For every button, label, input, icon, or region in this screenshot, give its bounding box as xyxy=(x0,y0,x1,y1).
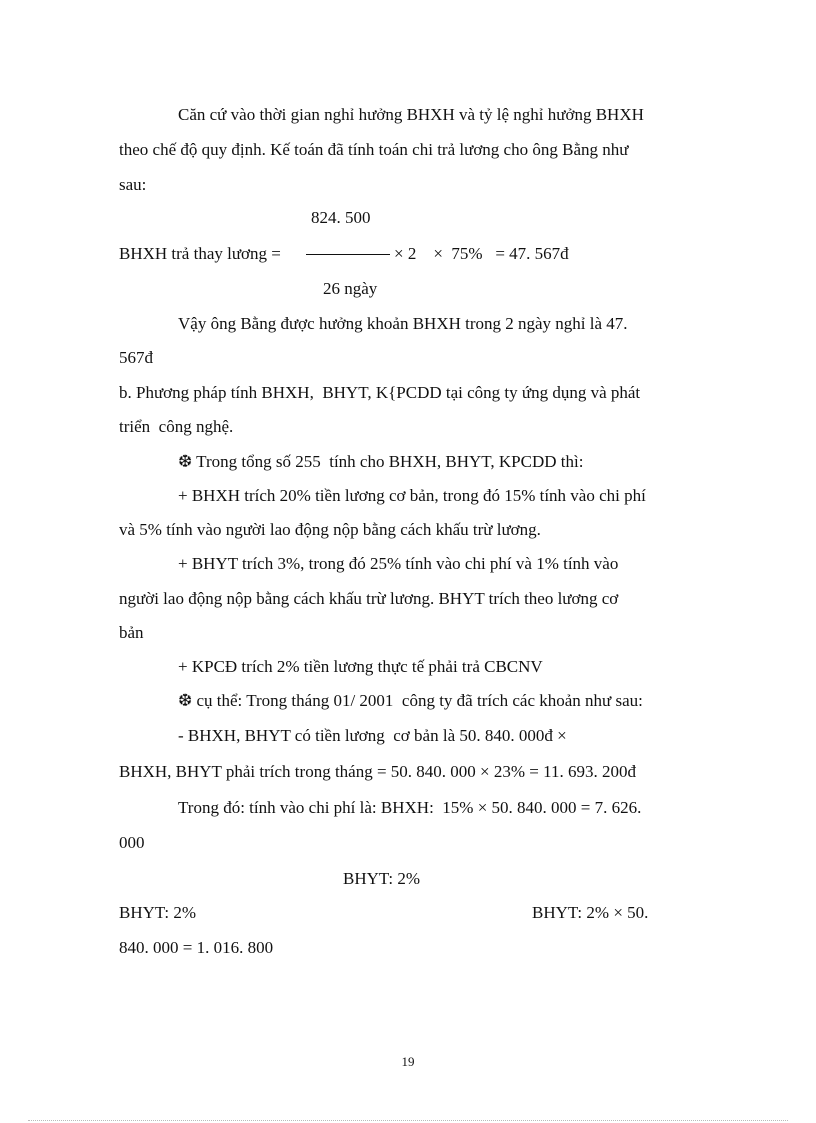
paragraph-line: - BHXH, BHYT có tiền lương cơ bản là 50. 840. 000đ × xyxy=(178,726,567,745)
paragraph-line: BHXH, BHYT phải trích trong tháng = 50. 840. 000 × 23% = 11. 693. 200đ xyxy=(119,762,637,781)
paragraph-line: Trong đó: tính vào chi phí là: BHXH: 15% × 50. 840. 000 = 7. 626. xyxy=(178,798,642,817)
paragraph-line: ❆ cụ thể: Trong tháng 01/ 2001 công ty đã trích các khoản như sau: xyxy=(178,691,643,710)
paragraph-line: ❆ Trong tổng số 255 tính cho BHXH, BHYT, KPCDD thì: xyxy=(178,452,584,471)
section-heading: b. Phương pháp tính BHXH, BHYT, K{PCDD tại công ty ứng dụng và phát xyxy=(119,383,641,402)
paragraph-line: người lao động nộp bằng cách khấu trừ lương. BHYT trích theo lương cơ xyxy=(119,589,619,608)
page-number: 19 xyxy=(401,1054,415,1069)
paragraph-line: + BHXH trích 20% tiền lương cơ bản, trong đó 15% tính vào chi phí xyxy=(178,486,646,505)
formula-label: BHXH trả thay lương = xyxy=(119,244,281,263)
paragraph-line: 840. 000 = 1. 016. 800 xyxy=(119,938,274,957)
paragraph-line: sau: xyxy=(119,175,147,194)
paragraph-line: BHYT: 2% xyxy=(119,903,197,922)
formula-denominator: 26 ngày xyxy=(323,279,378,298)
formula-numerator: 824. 500 xyxy=(311,208,371,227)
paragraph-line: + BHYT trích 3%, trong đó 25% tính vào chi phí và 1% tính vào xyxy=(178,554,619,573)
paragraph-line: 000 xyxy=(119,833,145,852)
paragraph-line: Căn cứ vào thời gian nghỉ hưởng BHXH và tỷ lệ nghỉ hưởng BHXH xyxy=(178,105,644,124)
paragraph-line: BHYT: 2% xyxy=(343,869,421,888)
fraction-bar xyxy=(306,254,390,255)
paragraph-line: và 5% tính vào người lao động nộp bằng cách khấu trừ lương. xyxy=(119,520,541,539)
paragraph-line: + KPCĐ trích 2% tiền lương thực tế phải trả CBCNV xyxy=(178,657,543,676)
bottom-divider xyxy=(28,1120,788,1121)
paragraph-line: 567đ xyxy=(119,348,153,367)
paragraph-line: bản xyxy=(119,623,144,642)
paragraph-line: Vậy ông Bằng được hưởng khoản BHXH trong 2 ngày nghỉ là 47. xyxy=(178,314,628,333)
formula-tail: × 2 × 75% = 47. 567đ xyxy=(394,244,569,263)
paragraph-line: theo chế độ quy định. Kế toán đã tính toán chi trả lương cho ông Bằng như xyxy=(119,140,629,159)
section-heading: triển công nghệ. xyxy=(119,417,234,436)
paragraph-line: BHYT: 2% × 50. xyxy=(532,903,649,922)
